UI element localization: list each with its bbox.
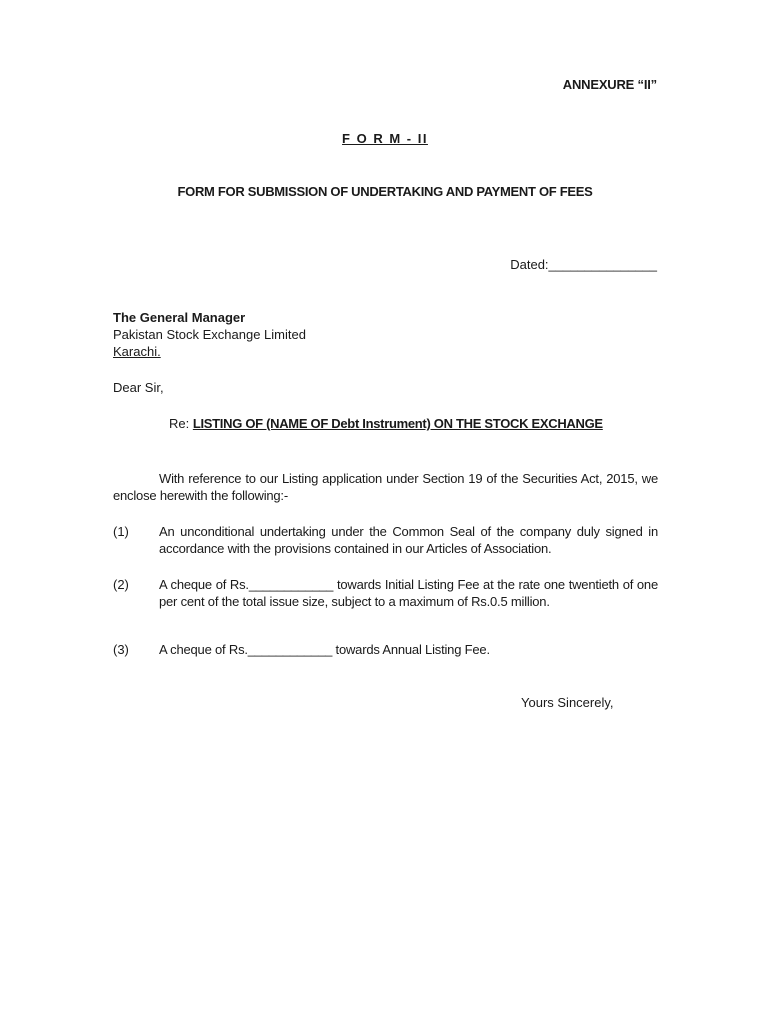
list-item-number: (2) [113, 577, 129, 592]
recipient-address [113, 309, 306, 360]
recipient-city: Karachi. [113, 344, 161, 359]
form-title: F O R M - II [342, 131, 428, 146]
list-item [113, 523, 658, 557]
recipient-organization: Pakistan Stock Exchange Limited [113, 327, 306, 342]
list-item-text: A cheque of Rs.____________ towards Annual Listing Fee. [159, 642, 490, 657]
subject-line [169, 416, 603, 431]
list-item-text: An unconditional undertaking under the Common Seal of the company duly signed in accordance with the provisions contained in our Articles of Association. [159, 524, 658, 556]
dated-field: Dated:_______________ [510, 257, 657, 272]
intro-paragraph: With reference to our Listing application under Section 19 of the Securities Act, 2015, we enclose herewith the following:- [113, 471, 658, 503]
subject-text: LISTING OF (NAME OF Debt Instrument) ON THE STOCK EXCHANGE [192, 416, 603, 431]
closing-line: Yours Sincerely, [521, 695, 614, 710]
subject-prefix: Re: [169, 416, 193, 431]
salutation: Dear Sir, [113, 380, 164, 395]
list-item-number: (1) [113, 524, 129, 539]
recipient-title: The General Manager [113, 310, 246, 325]
list-item [113, 641, 658, 658]
annexure-label: ANNEXURE “II” [562, 77, 657, 92]
form-subtitle: FORM FOR SUBMISSION OF UNDERTAKING AND PAYMENT OF FEES [177, 184, 593, 199]
list-item-number: (3) [113, 642, 129, 657]
list-item-text: A cheque of Rs.____________ towards Initial Listing Fee at the rate one twentieth of one per cent of the total issue size, subject to a maximum of Rs.0.5 million. [159, 577, 658, 609]
list-item [113, 576, 658, 610]
